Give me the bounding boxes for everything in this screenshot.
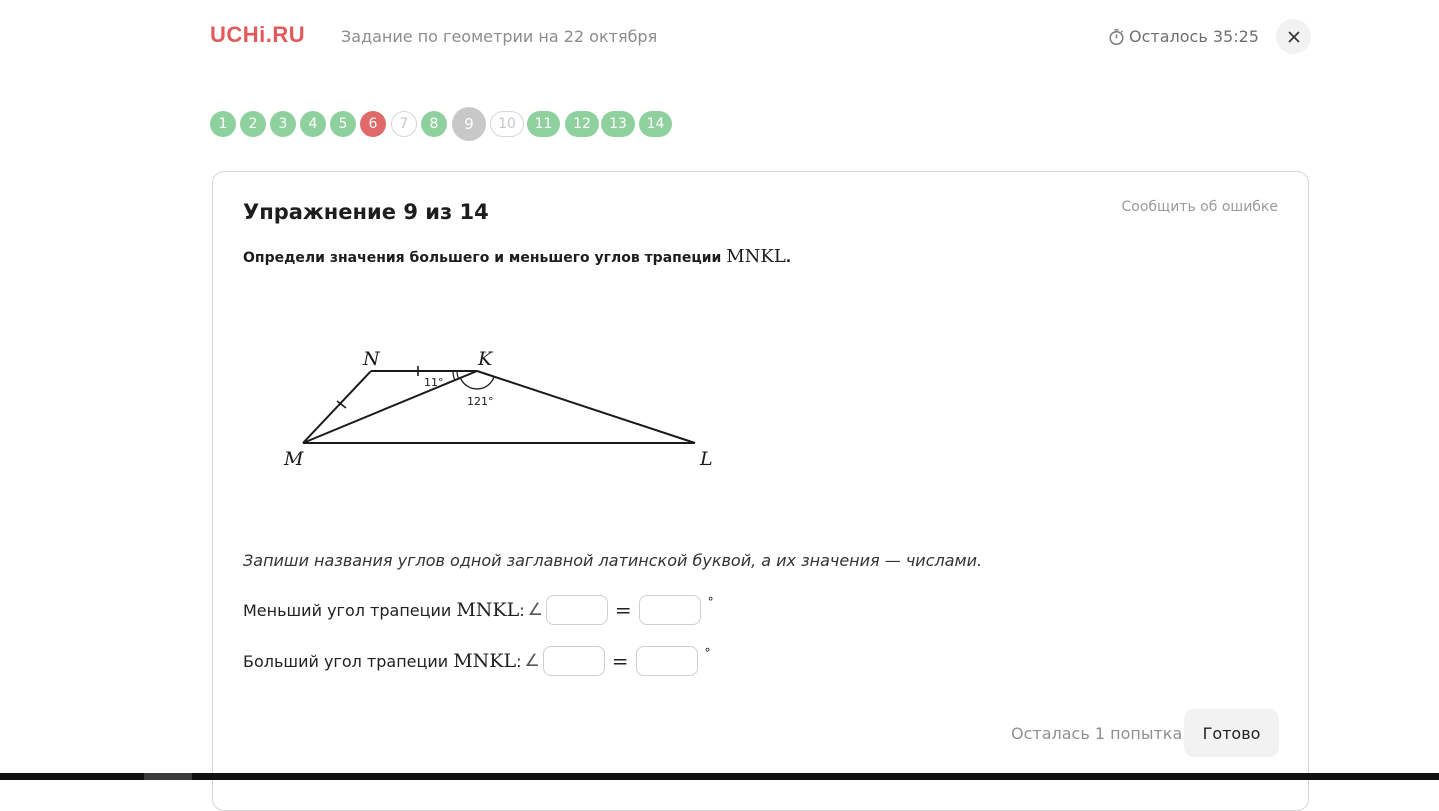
done-button[interactable]: Готово [1184, 709, 1279, 757]
step-4[interactable]: 4 [300, 111, 326, 137]
angle-label-large: 121° [467, 395, 494, 408]
step-10[interactable]: 10 [490, 111, 524, 137]
step-8[interactable]: 8 [421, 111, 447, 137]
vertex-label-n: N [363, 348, 380, 370]
larger-angle-name-input[interactable] [543, 646, 605, 676]
close-button[interactable] [1276, 19, 1311, 54]
report-error-link[interactable]: Сообщить об ошибке [1121, 199, 1278, 215]
trapezoid-figure [273, 337, 733, 477]
vertex-label-m: M [284, 448, 304, 470]
timer-text: Осталось 35:25 [1129, 27, 1259, 46]
smaller-angle-value-input[interactable] [639, 595, 701, 625]
step-9[interactable]: 9 [452, 107, 486, 141]
answer-row-larger-angle [243, 644, 711, 678]
diagonal-mk [303, 371, 477, 443]
answer-math: MNKL [453, 650, 517, 672]
answer-colon: : [519, 600, 525, 620]
step-6[interactable]: 6 [360, 111, 386, 137]
question-math: MNKL [726, 246, 786, 267]
side-kl [477, 371, 695, 443]
vertex-label-k: K [478, 348, 493, 370]
step-13[interactable]: 13 [601, 111, 635, 137]
answer-label: Больший угол трапеции [243, 651, 449, 671]
angle-symbol: ∠ [527, 600, 543, 620]
top-bar [0, 0, 1439, 72]
side-mn [303, 371, 371, 443]
taskbar-tab[interactable] [144, 773, 192, 780]
answer-row-smaller-angle [243, 593, 714, 627]
equals-sign: = [614, 598, 632, 622]
question-end: . [785, 250, 792, 266]
answer-colon: : [516, 651, 522, 671]
angle-arc-large [460, 377, 494, 389]
step-14[interactable]: 14 [639, 111, 672, 137]
exercise-card [212, 171, 1309, 811]
bottom-taskbar [0, 773, 1439, 780]
step-1[interactable]: 1 [210, 111, 236, 137]
angle-arc-small-1 [457, 371, 459, 379]
step-2[interactable]: 2 [240, 111, 266, 137]
instruction-text: Запиши названия углов одной заглавной латинской буквой, а их значения — числами. [243, 551, 983, 570]
degree-symbol: ° [704, 646, 711, 660]
question-body: Определи значения большего и меньшего углов трапеции [243, 250, 727, 266]
answer-label: Меньший угол трапеции [243, 600, 452, 620]
angle-symbol: ∠ [524, 651, 540, 671]
equals-sign: = [611, 649, 629, 673]
vertex-label-l: L [700, 448, 713, 470]
larger-angle-value-input[interactable] [636, 646, 698, 676]
attempts-remaining: Осталась 1 попытка [1011, 724, 1183, 743]
step-7[interactable]: 7 [391, 111, 417, 137]
smaller-angle-name-input[interactable] [546, 595, 608, 625]
angle-label-small: 11° [424, 376, 444, 389]
timer [1108, 27, 1259, 46]
step-11[interactable]: 11 [527, 111, 560, 137]
angle-arc-small-2 [453, 371, 455, 380]
stopwatch-icon [1108, 28, 1125, 46]
logo[interactable]: UCHi.RU [210, 22, 306, 47]
step-3[interactable]: 3 [270, 111, 296, 137]
degree-symbol: ° [707, 595, 714, 609]
step-5[interactable]: 5 [330, 111, 356, 137]
step-12[interactable]: 12 [565, 111, 599, 137]
question-text [243, 246, 791, 267]
exercise-title: Упражнение 9 из 14 [243, 200, 489, 224]
task-title: Задание по геометрии на 22 октября [341, 27, 658, 46]
close-icon [1288, 31, 1300, 43]
answer-math: MNKL [456, 599, 520, 621]
